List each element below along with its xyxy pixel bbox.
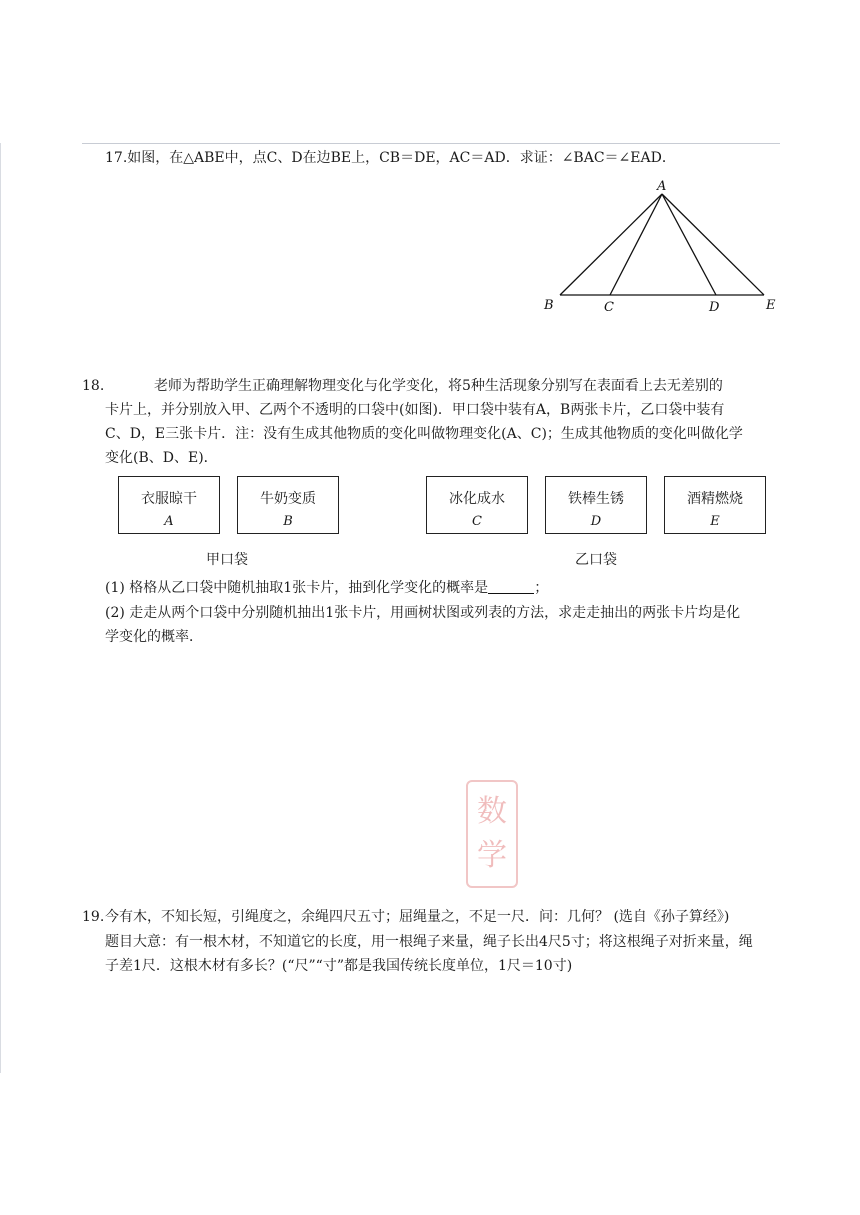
watermark-char-1: 数: [477, 794, 507, 829]
segment-ae: [662, 194, 764, 295]
card-d: [545, 476, 647, 534]
card-a-text: 衣服晾干: [141, 491, 197, 507]
segment-ac: [610, 194, 662, 295]
q17-statement: 如图，在△ABE中，点C、D在边BE上，CB＝DE，AC＝AD．求证：∠BAC＝∠EAD．: [127, 150, 676, 166]
q17-triangle-figure: [538, 176, 788, 316]
q19-line2: 题目大意：有一根木材，不知道它的长度，用一根绳子来量，绳子长出4尺5寸；将这根绳子对折来量，绳: [105, 934, 753, 950]
q19-line3: 子差1尺．这根木材有多长？(“尺”“寸”都是我国传统长度单位，1尺＝10寸): [105, 958, 573, 974]
label-c: C: [604, 300, 614, 315]
q18-part2-line1: (2) 走走从两个口袋中分别随机抽出1张卡片，用画树状图或列表的方法，求走走抽出的两张卡片均是化: [105, 605, 741, 621]
segment-ab: [560, 194, 662, 295]
q18-line1: 老师为帮助学生正确理解物理变化与化学变化，将5种生活现象分别写在表面看上去无差别的: [154, 378, 723, 394]
answer-blank: [488, 579, 534, 594]
watermark-seal: [466, 780, 518, 888]
card-a-letter: A: [164, 514, 174, 529]
q19-line1: 今有木，不知长短，引绳度之，余绳四尺五寸；屈绳量之，不足一尺．问：几何？ (选自《孙子算经》): [105, 909, 730, 925]
q18-part1: [105, 578, 548, 598]
q18-part2-line2: 学变化的概率．: [105, 629, 203, 645]
q18-line2: 卡片上，并分别放入甲、乙两个不透明的口袋中(如图)．甲口袋中装有A，B两张卡片，乙口袋中装有: [105, 402, 725, 418]
card-c-letter: C: [472, 514, 482, 529]
card-d-letter: D: [590, 514, 602, 529]
q18-part1-text: (1) 格格从乙口袋中随机抽取1张卡片，抽到化学变化的概率是: [105, 580, 489, 596]
segment-ad: [662, 194, 716, 295]
card-b: [237, 476, 339, 534]
q19-number: 19.: [82, 909, 105, 925]
label-a: A: [657, 179, 667, 194]
card-e-letter: E: [710, 514, 720, 529]
left-margin-rule: [0, 143, 1, 1073]
card-e: [664, 476, 766, 534]
q17-number: 17.: [105, 150, 128, 166]
bag-a-label: 甲口袋: [206, 552, 248, 568]
q18-line3: C、D，E三张卡片．注：没有生成其他物质的变化叫做物理变化(A、C)；生成其他物质的变化叫做化学: [105, 426, 743, 442]
card-c: [426, 476, 528, 534]
q18-number: 18.: [82, 378, 105, 394]
card-c-text: 冰化成水: [449, 491, 505, 507]
q18-part1-end: ；: [534, 580, 549, 596]
bag-b-label: 乙口袋: [575, 552, 617, 568]
card-e-text: 酒精燃烧: [687, 491, 743, 507]
q18-line4: 变化(B、D、E)．: [105, 450, 218, 466]
top-divider: [82, 143, 780, 144]
watermark-char-2: 学: [477, 838, 507, 873]
card-d-text: 铁棒生锈: [568, 491, 624, 507]
q17-text: [105, 148, 676, 168]
label-d: D: [709, 300, 720, 315]
label-b: B: [544, 298, 554, 313]
card-b-text: 牛奶变质: [260, 491, 316, 507]
card-a: [118, 476, 220, 534]
card-b-letter: B: [283, 514, 293, 529]
label-e: E: [766, 298, 776, 313]
